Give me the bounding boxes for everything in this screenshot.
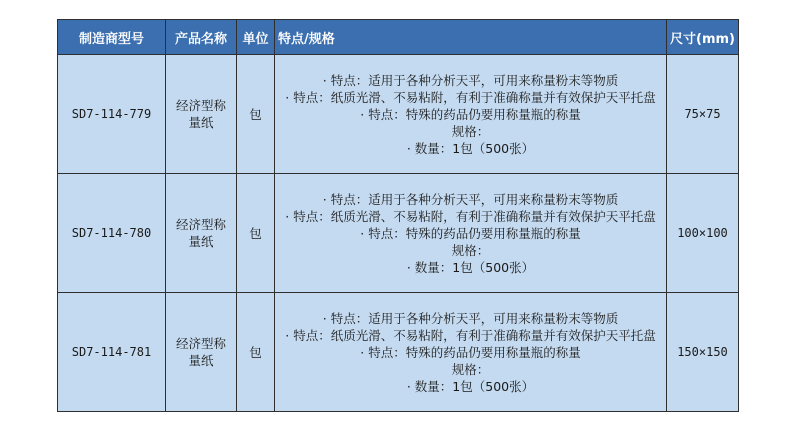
product-spec-table [57,19,739,412]
product-name-cell: 经济型称量纸 [166,293,237,412]
header-name: 产品名称 [166,20,237,55]
header-unit: 单位 [237,20,275,55]
size-cell: 150×150 [667,293,739,412]
feature-line: · 特点：适用于各种分析天平，可用来称量粉末等物质 [322,72,619,88]
table-row [58,174,739,293]
unit-cell: 包 [237,174,275,293]
model-code-cell: SD7-114-779 [58,55,166,174]
unit-cell: 包 [237,293,275,412]
feature-line: · 特点：适用于各种分析天平，可用来称量粉末等物质 [322,310,619,326]
spec-label: 规格： [451,361,490,377]
quantity-line: · 数量：1包（500张） [406,378,535,394]
feature-line: · 特点：特殊的药品仍要用称量瓶的称量 [360,225,581,241]
spec-label: 规格： [451,242,490,258]
features-cell [275,293,667,412]
product-name-cell: 经济型称量纸 [166,174,237,293]
table-row [58,55,739,174]
product-name-cell: 经济型称量纸 [166,55,237,174]
feature-line: · 特点：纸质光滑、不易粘附，有利于准确称量并有效保护天平托盘 [285,208,656,224]
feature-line: · 特点：纸质光滑、不易粘附，有利于准确称量并有效保护天平托盘 [285,89,656,105]
header-features: 特点/规格 [275,20,667,55]
table-header-row [58,20,739,55]
quantity-line: · 数量：1包（500张） [406,140,535,156]
feature-line: · 特点：适用于各种分析天平，可用来称量粉末等物质 [322,191,619,207]
feature-line: · 特点：特殊的药品仍要用称量瓶的称量 [360,106,581,122]
feature-line: · 特点：特殊的药品仍要用称量瓶的称量 [360,344,581,360]
features-cell [275,55,667,174]
size-cell: 75×75 [667,55,739,174]
model-code-cell: SD7-114-780 [58,174,166,293]
unit-cell: 包 [237,55,275,174]
quantity-line: · 数量：1包（500张） [406,259,535,275]
model-code-cell: SD7-114-781 [58,293,166,412]
features-cell [275,174,667,293]
spec-label: 规格： [451,123,490,139]
table-row [58,293,739,412]
header-size: 尺寸(mm) [667,20,739,55]
size-cell: 100×100 [667,174,739,293]
feature-line: · 特点：纸质光滑、不易粘附，有利于准确称量并有效保护天平托盘 [285,327,656,343]
header-code: 制造商型号 [58,20,166,55]
